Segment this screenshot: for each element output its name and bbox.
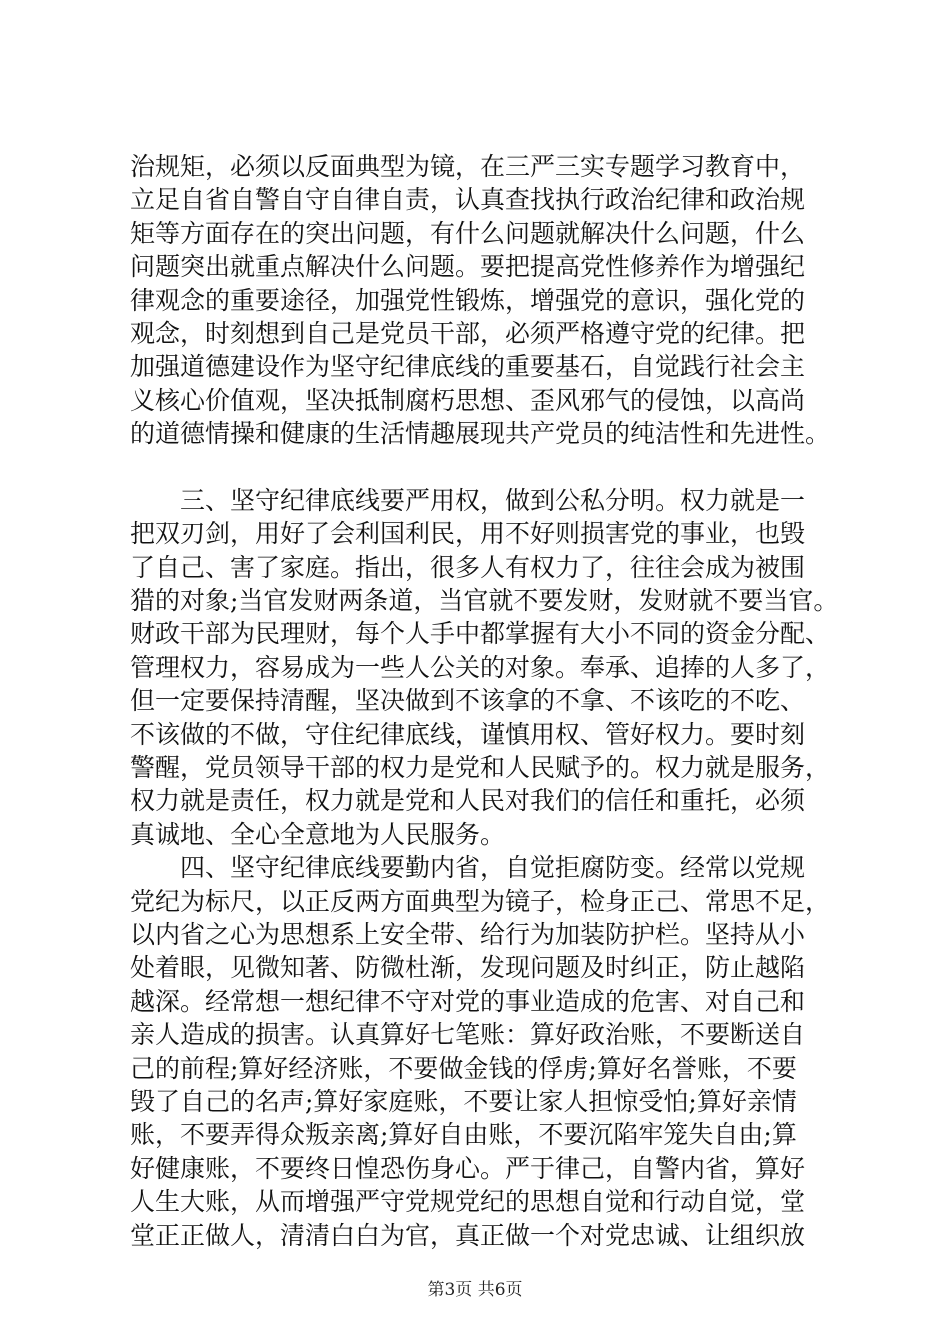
text-line: 观念，时刻想到自己是党员干部，必须严格遵守党的纪律。把 (130, 318, 806, 348)
text-line: 账，不要弄得众叛亲离;算好自由账，不要沉陷牢笼失自由;算 (130, 1120, 797, 1150)
text-line: 义核心价值观，坚决抵制腐朽思想、歪风邪气的侵蚀，以高尚 (130, 385, 806, 415)
page-number-footer: 第3页 共6页 (427, 1280, 523, 1300)
text-line: 的道德情操和健康的生活情趣展现共产党员的纯洁性和先进性。 (130, 419, 831, 449)
paragraph-spacer (130, 451, 830, 484)
text-line: 但一定要保持清醒，坚决做到不该拿的不拿、不该吃的不吃、 (130, 686, 806, 716)
text-line: 治规矩，必须以反面典型为镜，在三严三实专题学习教育中， (130, 152, 806, 181)
text-line: 毁了自己的名声;算好家庭账，不要让家人担惊受怕;算好亲情 (130, 1086, 797, 1116)
text-line: 律观念的重要途径，加强党性锻炼，增强党的意识，强化党的 (130, 285, 806, 315)
text-line: 权力就是责任，权力就是党和人民对我们的信任和重托，必须 (130, 786, 806, 816)
text-line: 问题突出就重点解决什么问题。要把提高党性修养作为增强纪 (130, 252, 806, 282)
text-line: 党纪为标尺，以正反两方面典型为镜子，检身正己、常思不足， (130, 886, 831, 916)
text-line: 猎的对象;当官发财两条道，当官就不要发财，发财就不要当官。 (130, 586, 839, 616)
text-line: 堂正正做人，清清白白为官，真正做一个对党忠诚、让组织放 (130, 1220, 806, 1250)
text-line: 加强道德建设作为坚守纪律底线的重要基石，自觉践行社会主 (130, 352, 806, 382)
document-body (130, 150, 839, 1252)
text-line: 越深。经常想一想纪律不守对党的事业造成的危害、对自己和 (130, 986, 806, 1016)
text-line: 警醒，党员领导干部的权力是党和人民赋予的。权力就是服务， (130, 753, 831, 783)
paragraph-3 (130, 851, 830, 1252)
text-line: 财政干部为民理财，每个人手中都掌握有大小不同的资金分配、 (130, 619, 831, 649)
text-line: 管理权力，容易成为一些人公关的对象。奉承、追捧的人多了， (130, 652, 831, 682)
text-line: 亲人造成的损害。认真算好七笔账：算好政治账，不要断送自 (130, 1020, 806, 1050)
text-line: 了自己、害了家庭。指出，很多人有权力了，往往会成为被围 (130, 552, 806, 582)
text-line: 以内省之心为思想系上安全带、给行为加装防护栏。坚持从小 (130, 919, 806, 949)
text-line: 处着眼，见微知著、防微杜渐，发现问题及时纠正，防止越陷 (130, 953, 806, 983)
text-line: 好健康账，不要终日惶恐伤身心。严于律己，自警内省，算好 (130, 1153, 806, 1183)
text-line: 矩等方面存在的突出问题，有什么问题就解决什么问题，什么 (130, 218, 806, 248)
paragraph-2 (130, 484, 839, 851)
text-line: 己的前程;算好经济账，不要做金钱的俘虏;算好名誉账，不要 (130, 1053, 797, 1083)
paragraph-1 (130, 150, 830, 451)
text-line: 立足自省自警自守自律自责，认真查找执行政治纪律和政治规 (130, 185, 806, 215)
text-line: 人生大账，从而增强严守党规党纪的思想自觉和行动自觉，堂 (130, 1187, 806, 1217)
text-line: 三、坚守纪律底线要严用权，做到公私分明。权力就是一 (130, 485, 806, 515)
text-line: 不该做的不做，守住纪律底线，谨慎用权、管好权力。要时刻 (130, 719, 806, 749)
text-line: 四、坚守纪律底线要勤内省，自觉拒腐防变。经常以党规 (130, 853, 806, 883)
text-line: 真诚地、全心全意地为人民服务。 (130, 819, 506, 849)
text-line: 把双刃剑，用好了会利国利民，用不好则损害党的事业，也毁 (130, 519, 806, 549)
